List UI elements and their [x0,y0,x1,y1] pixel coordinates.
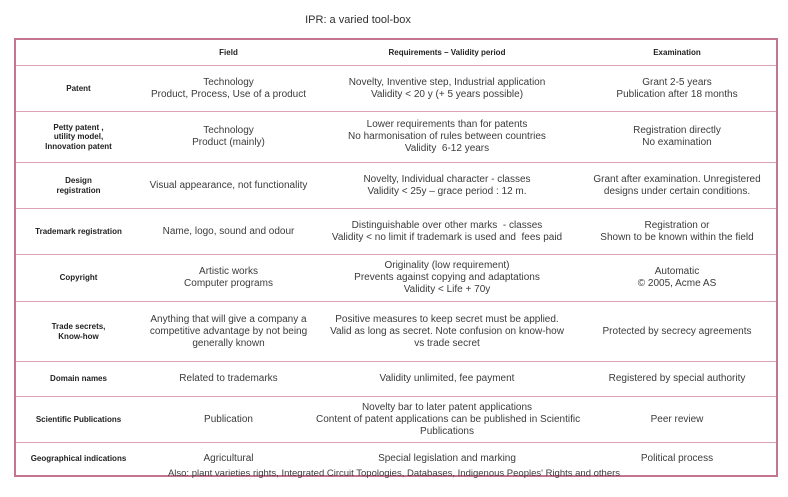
cell-line: Technology [203,76,254,88]
cell-field [141,314,316,350]
cell-line: Prevents against copying and adaptations [354,272,540,283]
cell-requirements [316,314,578,350]
cell-line: Domain names [50,374,107,384]
cell-label [16,227,141,237]
cell-line: Positive measures to keep secret must be applied. [335,313,559,325]
cell-line: Trademark registration [35,226,122,236]
cell-line: utility model, [53,132,104,142]
cell-line: designs under certain conditions. [603,185,751,197]
cell-line: Artistic works [199,266,258,277]
cell-line: competitive advantage by not being [149,325,308,337]
table-row [16,396,776,442]
cell-requirements [316,401,581,438]
cell-line: Grant after examination. Unregistered [593,173,761,185]
cell-line: Agricultural [203,453,254,464]
cell-line: Product (mainly) [192,137,265,148]
cell-line: Content of patent applications can be published in Scientific [316,413,581,425]
table-row [16,65,776,111]
cell-field [141,180,316,192]
cell-line: Registration directly [633,125,721,136]
cell-label [16,176,141,195]
cell-field [141,266,316,290]
header-cell-requirements: Requirements – Validity period [388,48,506,57]
cell-line: Valid as long as secret. Note confusion on know-how [330,325,564,337]
table-row [16,301,776,361]
cell-line: No examination [642,137,712,148]
cell-examination [578,174,776,198]
cell-line: Product, Process, Use of a product [150,88,307,100]
cell-line: Validity < Life + 70y [403,284,491,295]
cell-requirements [316,77,578,101]
cell-line: Registration or [644,219,710,231]
cell-line: Validity 6-12 years [404,143,490,154]
cell-line: Name, logo, sound and odour [162,225,295,237]
cell-line: Novelty, Inventive step, Industrial application [348,76,546,88]
cell-field [141,125,316,149]
cell-line: Publication [204,413,253,425]
cell-line: Validity unlimited, fee payment [379,373,515,384]
cell-line: Originality (low requirement) [384,260,510,271]
cell-line: Copyright [59,273,98,283]
table-header-row [16,40,776,65]
cell-line: Shown to be known within the field [600,231,754,243]
cell-line: Lower requirements than for patents [366,119,528,130]
cell-requirements [316,119,578,155]
cell-line: Related to trademarks [179,373,278,384]
cell-requirements [316,220,578,244]
cell-label [16,84,141,94]
cell-line: vs trade secret [414,337,480,349]
cell-field [141,373,316,385]
cell-field [141,453,316,465]
header-cell-examination: Examination [653,48,701,57]
cell-line: registration [56,185,101,195]
cell-line: Validity < 25y – grace period : 12 m. [367,185,527,197]
cell-line: No harmonisation of rules between countries [348,131,546,142]
cell-line: Publication after 18 months [616,88,738,100]
table-row [16,111,776,162]
cell-label [16,322,141,341]
cell-field [141,414,316,426]
cell-examination [578,77,776,101]
cell-line: Geographical indications [30,454,127,464]
cell-field [141,77,316,101]
cell-line: Design [65,176,92,185]
cell-examination [578,373,776,385]
cell-line: Protected by secrecy agreements [602,325,752,337]
cell-line: Scientific Publications [35,414,122,424]
cell-line: Trade secrets, [51,322,106,331]
cell-field [141,226,316,238]
cell-line: Registered by special authority [608,373,746,384]
table-row [16,162,776,208]
cell-line: Innovation patent [45,141,112,151]
cell-line: Know-how [58,331,99,341]
cell-line: Validity < 20 y (+ 5 years possible) [370,88,524,100]
cell-requirements [316,174,578,198]
cell-requirements [316,373,578,385]
cell-line: Technology [203,125,254,136]
cell-line: Publications [420,425,474,437]
cell-line: Automatic [654,266,700,277]
cell-line: Distinguishable over other marks - classes [351,219,543,231]
cell-examination [578,220,776,244]
cell-line: Novelty, Individual character - classes [363,173,531,185]
cell-line: Political process [640,453,714,464]
header-cell-field: Field [219,48,238,57]
footer-note: Also: plant varieties rights, Integrated Circuit Topologies, Databases, Indigenous Peoples' Rights and others [167,468,621,479]
cell-line: © 2005, Acme AS [637,278,717,289]
cell-line: Novelty bar to later patent applications [361,401,533,413]
table-body [16,65,776,475]
cell-examination [578,414,776,426]
cell-label [16,374,141,384]
cell-line: Peer review [650,413,704,425]
cell-examination [578,326,776,338]
cell-line: Patent [66,83,91,93]
cell-examination [578,266,776,290]
cell-label [16,273,141,283]
ipr-table [14,38,778,477]
table-row [16,361,776,396]
cell-line: Grant 2-5 years [642,76,712,88]
cell-line: Computer programs [184,278,273,289]
cell-line: Visual appearance, not functionality [149,179,308,191]
cell-label [16,415,141,425]
cell-line: Anything that will give a company a [150,313,307,325]
table-row [16,208,776,254]
page-title: IPR: a varied tool-box [305,14,411,26]
cell-line: Special legislation and marking [378,453,516,464]
cell-label [16,123,141,152]
cell-line: Petty patent , [53,122,104,132]
cell-requirements [316,260,578,296]
cell-label [16,454,141,464]
cell-examination [578,125,776,149]
cell-requirements [316,453,578,465]
cell-line: generally known [192,337,265,349]
cell-line: Validity < no limit if trademark is used and fees paid [331,231,563,243]
table-row [16,254,776,301]
cell-examination [578,453,776,465]
